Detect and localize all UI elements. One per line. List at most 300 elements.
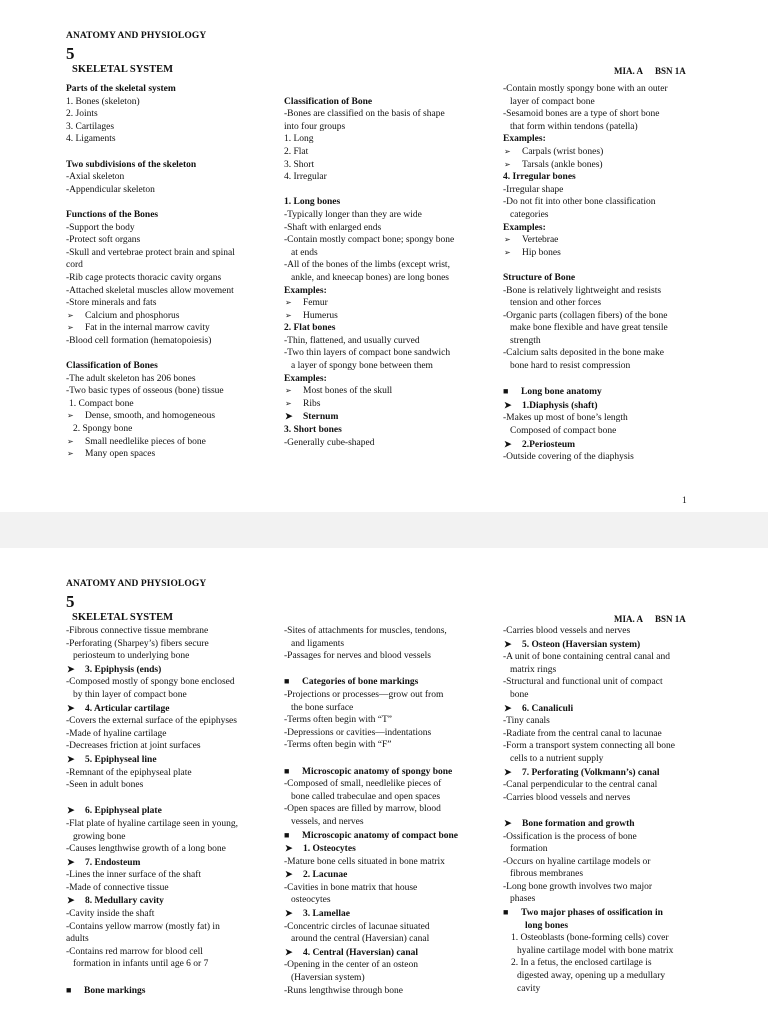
section-heading: [284, 675, 499, 689]
bullet-item: [284, 297, 494, 310]
spacer: [284, 83, 494, 96]
line-text: 4. Articular cartilage: [85, 703, 170, 714]
line-text: -Contain mostly compact bone; spongy bone: [284, 235, 455, 246]
arrow-bullet-icon: ➤: [67, 753, 75, 764]
line-text: bone called trabeculae and open spaces: [291, 791, 441, 802]
bullet-item: [66, 663, 281, 677]
line-text: -Typically longer than they are wide: [284, 209, 422, 220]
line-text: 1. Compact bone: [69, 398, 134, 409]
numbered-item: [503, 957, 718, 970]
line-text: -Support the body: [66, 222, 135, 233]
text-line: [284, 894, 499, 907]
line-text: 2. Lacunae: [303, 870, 348, 881]
text-line: [284, 650, 499, 663]
text-line: [503, 360, 718, 373]
line-text: -Sesamoid bones are a type of short bone: [503, 109, 660, 120]
line-text: Examples:: [284, 285, 327, 296]
line-text: -Generally cube-shaped: [284, 437, 375, 448]
page2-column-1: [66, 625, 281, 997]
section-heading: [284, 322, 494, 335]
text-line: [284, 437, 494, 450]
line-text: -Terms often begin with “F”: [284, 740, 392, 751]
chapter-subtitle: SKELETAL SYSTEM: [72, 64, 174, 75]
text-line: [284, 816, 499, 829]
text-line: [503, 689, 718, 702]
text-line: [66, 882, 281, 895]
spacer: [503, 259, 718, 272]
spacer: [66, 792, 281, 805]
arrow-bullet-icon: ➤: [504, 766, 512, 777]
line-text: -Bones are classified on the basis of shape: [284, 109, 445, 120]
section-heading: [503, 906, 718, 920]
line-text: -Tiny canals: [503, 716, 550, 727]
line-text: Long bone anatomy: [521, 387, 602, 398]
text-line: [66, 638, 281, 651]
line-text: Sternum: [303, 412, 339, 423]
text-line: [503, 856, 718, 869]
spacer: [503, 373, 718, 386]
text-line: [503, 893, 718, 906]
text-line: [66, 921, 281, 934]
line-text: Dense, smooth, and homogeneous: [85, 411, 216, 422]
line-text: Bone markings: [84, 985, 146, 996]
line-text: -All of the bones of the limbs (except wrist,: [284, 260, 450, 271]
bullet-item: [66, 448, 276, 461]
line-text: -Causes lengthwise growth of a long bone: [66, 844, 226, 855]
document-page-2: [0, 548, 768, 1024]
line-text: Examples:: [503, 134, 546, 145]
line-text: cord: [66, 260, 83, 271]
text-line: [503, 715, 718, 728]
line-text: -Seen in adult bones: [66, 780, 144, 791]
arrow-bullet-icon: ➤: [67, 856, 75, 867]
line-text: Carpals (wrist bones): [522, 146, 604, 157]
line-text: Humerus: [303, 310, 338, 321]
line-text: Microscopic anatomy of compact bone: [302, 830, 459, 841]
square-bullet-icon: ■: [284, 676, 290, 687]
bullet-item: [66, 894, 281, 908]
text-line: [66, 933, 281, 946]
arrow-bullet-icon: ➤: [67, 663, 75, 674]
square-bullet-icon: ■: [284, 829, 290, 840]
line-text: 2. Joints: [66, 109, 98, 120]
line-text: 1. Bones (skeleton): [66, 96, 140, 107]
spacer: [66, 196, 276, 209]
line-text: -Shaft with enlarged ends: [284, 222, 382, 233]
line-text: -Opening in the center of an osteon: [284, 960, 419, 971]
text-line: [66, 398, 276, 411]
text-line: [66, 259, 276, 272]
line-text: 7. Perforating (Volkmann’s) canal: [522, 767, 660, 778]
bullet-item: [284, 907, 499, 921]
bullet-item: [284, 842, 499, 856]
text-line: [503, 285, 718, 298]
line-text: layer of compact bone: [510, 96, 595, 107]
line-text: -Covers the external surface of the epiphyses: [66, 716, 237, 727]
arrow-bullet-icon: ➢: [504, 159, 511, 169]
bullet-item: [284, 410, 494, 424]
text-line: [284, 171, 494, 184]
line-text: vessels, and nerves: [291, 816, 364, 827]
line-text: -Made of hyaline cartilage: [66, 728, 167, 739]
text-line: [66, 385, 276, 398]
text-line: [503, 868, 718, 881]
bullet-item: [66, 804, 281, 818]
line-text: the bone surface: [291, 702, 354, 713]
line-text: -Projections or processes—grow out from: [284, 689, 444, 700]
line-text: tension and other forces: [510, 298, 602, 309]
line-text: 8. Medullary cavity: [85, 896, 164, 907]
line-text: -Contains yellow marrow (mostly fat) in: [66, 921, 220, 932]
line-text: -Makes up most of bone’s length: [503, 413, 628, 424]
text-line: [503, 108, 718, 121]
line-text: -Protect soft organs: [66, 235, 141, 246]
line-text: Femur: [303, 298, 328, 309]
section-heading: [284, 373, 494, 386]
bullet-item: [66, 310, 276, 323]
text-line: [66, 272, 276, 285]
document-title: ANATOMY AND PHYSIOLOGY: [66, 31, 207, 41]
line-text: -Two thin layers of compact bone sandwich: [284, 348, 451, 359]
line-text: cavity: [517, 983, 541, 994]
text-line: [503, 651, 718, 664]
line-text: fibrous membranes: [510, 869, 584, 880]
text-line: [503, 945, 718, 958]
section-name: BSN 1A: [655, 614, 686, 624]
line-text: -Carries blood vessels and nerves: [503, 626, 631, 636]
text-line: [503, 792, 718, 805]
section-heading: [66, 984, 281, 998]
line-text: 4. Central (Haversian) canal: [303, 947, 419, 958]
text-line: [503, 843, 718, 856]
line-text: -Cavities in bone matrix that house: [284, 882, 418, 893]
line-text: -Form a transport system connecting all bone: [503, 741, 676, 752]
line-text: Two major phases of ossification in: [521, 908, 663, 919]
bullet-item: [284, 868, 499, 882]
text-line: [66, 958, 281, 971]
text-line: [284, 727, 499, 740]
line-text: 3. Short bones: [284, 425, 342, 436]
section-heading: [284, 424, 494, 437]
arrow-bullet-icon: ➤: [504, 817, 512, 828]
text-line: [284, 985, 499, 998]
text-line: [66, 767, 281, 780]
text-line: [66, 121, 276, 134]
author-name: MIA. A: [614, 66, 643, 76]
author-info: [614, 614, 686, 624]
line-text: 2. Flat: [284, 146, 309, 157]
text-line: [66, 373, 276, 386]
text-line: [503, 970, 718, 983]
section-heading: [503, 222, 718, 235]
line-text: Examples:: [503, 222, 546, 233]
line-text: matrix rings: [510, 664, 557, 675]
text-line: [66, 108, 276, 121]
line-text: 5. Osteon (Haversian system): [522, 639, 641, 650]
square-bullet-icon: ■: [66, 984, 72, 995]
line-text: bone: [510, 689, 529, 700]
text-line: [284, 921, 499, 934]
section-heading: [503, 385, 718, 399]
arrow-bullet-icon: ➤: [504, 638, 512, 649]
line-text: make bone flexible and have great tensile: [510, 323, 668, 334]
bullet-item: [503, 247, 718, 260]
text-line: [66, 133, 276, 146]
bullet-item: [284, 398, 494, 411]
bullet-item: [66, 702, 281, 716]
text-line: [284, 146, 494, 159]
arrow-bullet-icon: ➢: [67, 449, 74, 459]
line-text: adults: [66, 934, 89, 945]
line-text: growing bone: [73, 831, 126, 842]
arrow-bullet-icon: ➢: [67, 310, 74, 320]
line-text: formation: [510, 844, 548, 855]
square-bullet-icon: ■: [503, 386, 509, 397]
line-text: 1.Diaphysis (shaft): [522, 400, 598, 411]
text-line: [66, 96, 276, 109]
line-text: Calcium and phosphorus: [85, 310, 180, 321]
line-text: long bones: [525, 920, 569, 931]
text-line: [66, 946, 281, 959]
line-text: -Fibrous connective tissue membrane: [66, 626, 209, 636]
line-text: -Terms often begin with “T”: [284, 715, 393, 726]
numbered-item: [503, 932, 718, 945]
text-line: [503, 121, 718, 134]
arrow-bullet-icon: ➤: [67, 805, 75, 816]
arrow-bullet-icon: ➢: [285, 298, 292, 308]
text-line: [284, 714, 499, 727]
arrow-bullet-icon: ➢: [285, 310, 292, 320]
line-text: Bone formation and growth: [522, 818, 635, 829]
section-heading: [284, 285, 494, 298]
line-text: -Organic parts (collagen fibers) of the bone: [503, 310, 668, 321]
section-heading: [66, 209, 276, 222]
line-text: by thin layer of compact bone: [73, 689, 187, 700]
arrow-bullet-icon: ➢: [285, 398, 292, 408]
line-text: -Irregular shape: [503, 184, 564, 195]
text-line: [66, 728, 281, 741]
line-text: Categories of bone markings: [302, 677, 419, 688]
line-text: osteocytes: [291, 895, 331, 906]
line-text: strength: [510, 335, 541, 346]
line-text: -A unit of bone containing central canal and: [503, 652, 670, 663]
text-line: [503, 297, 718, 310]
text-line: [284, 778, 499, 791]
section-heading: [503, 272, 718, 285]
arrow-bullet-icon: ➢: [67, 436, 74, 446]
line-text: Hip bones: [522, 247, 561, 258]
arrow-bullet-icon: ➤: [504, 399, 512, 410]
text-line: [66, 171, 276, 184]
text-line: [503, 779, 718, 792]
text-line: [66, 423, 276, 436]
chapter-number: 5: [66, 592, 75, 611]
line-text: Functions of the Bones: [66, 209, 159, 220]
text-line: [503, 209, 718, 222]
arrow-bullet-icon: ➢: [504, 235, 511, 245]
text-line: [503, 881, 718, 894]
text-line: [503, 728, 718, 741]
bullet-item: [503, 702, 718, 716]
text-line: [66, 689, 281, 702]
text-line: [66, 843, 281, 856]
line-text: -Remnant of the epiphyseal plate: [66, 767, 192, 778]
line-text: -Calcium salts deposited in the bone make: [503, 348, 664, 359]
square-bullet-icon: ■: [503, 907, 509, 918]
line-text: -Mature bone cells situated in bone matrix: [284, 856, 445, 867]
text-line: [66, 676, 281, 689]
text-line: [503, 676, 718, 689]
bullet-item: [503, 234, 718, 247]
line-text: periosteum to underlying bone: [73, 651, 190, 662]
arrow-bullet-icon: ➤: [504, 438, 512, 449]
arrow-bullet-icon: ➤: [504, 702, 512, 713]
section-heading: [66, 360, 276, 373]
line-text: -The adult skeleton has 206 bones: [66, 373, 196, 384]
line-text: 6. Epiphyseal plate: [85, 806, 162, 817]
text-line: [503, 96, 718, 109]
arrow-bullet-icon: ➢: [504, 146, 511, 156]
text-line: [503, 625, 718, 638]
text-line: [66, 285, 276, 298]
line-text: -Passages for nerves and blood vessels: [284, 651, 431, 662]
line-text: -Skull and vertebrae protect brain and spinal: [66, 247, 235, 258]
line-text: 1. Osteoblasts (bone-forming cells) cover: [511, 933, 669, 944]
document-title: ANATOMY AND PHYSIOLOGY: [66, 579, 207, 589]
arrow-bullet-icon: ➢: [285, 386, 292, 396]
line-text: -Canal perpendicular to the central canal: [503, 780, 658, 791]
bullet-item: [66, 856, 281, 870]
text-line: [503, 335, 718, 348]
text-line: [66, 740, 281, 753]
section-heading: [503, 133, 718, 146]
arrow-bullet-icon: ➢: [504, 247, 511, 257]
line-text: -Flat plate of hyaline cartilage seen in young,: [66, 818, 238, 829]
line-text: 3. Cartilages: [66, 121, 115, 132]
author-info: [614, 66, 686, 76]
text-line: [284, 159, 494, 172]
line-text: -Lines the inner surface of the shaft: [66, 870, 202, 881]
text-line: [503, 451, 718, 464]
arrow-bullet-icon: ➤: [285, 946, 293, 957]
bullet-item: [503, 638, 718, 652]
arrow-bullet-icon: ➤: [285, 843, 293, 854]
page2-column-2: [284, 625, 499, 997]
arrow-bullet-icon: ➤: [285, 869, 293, 880]
line-text: -Attached skeletal muscles allow movement: [66, 285, 234, 296]
line-text: Two subdivisions of the skeleton: [66, 159, 197, 170]
line-text: Microscopic anatomy of spongy bone: [302, 766, 453, 777]
section-heading: [284, 96, 494, 109]
section-heading: [284, 765, 499, 779]
line-text: 3. Short: [284, 159, 315, 170]
line-text: into four groups: [284, 121, 346, 132]
bullet-item: [66, 753, 281, 767]
line-text: -Axial skeleton: [66, 172, 125, 183]
line-text: -Open spaces are filled by marrow, blood: [284, 804, 441, 815]
author-name: MIA. A: [614, 614, 643, 624]
line-text: -Appendicular skeleton: [66, 184, 155, 195]
line-text: 2.Periosteum: [522, 439, 576, 450]
line-text: digested away, opening up a medullary: [517, 971, 666, 982]
line-text: -Bone is relatively lightweight and resists: [503, 285, 662, 296]
spacer: [66, 347, 276, 360]
square-bullet-icon: ■: [284, 765, 290, 776]
line-text: -Occurs on hyaline cartilage models or: [503, 856, 651, 867]
section-name: BSN 1A: [655, 66, 686, 76]
text-line: [503, 412, 718, 425]
text-line: [284, 272, 494, 285]
line-text: -Radiate from the central canal to lacunae: [503, 728, 662, 739]
line-text: Most bones of the skull: [303, 386, 393, 397]
text-line: [66, 831, 281, 844]
line-text: Many open spaces: [85, 449, 156, 460]
text-line: [503, 184, 718, 197]
line-text: -Do not fit into other bone classification: [503, 197, 656, 208]
line-text: -Composed of small, needlelike pieces of: [284, 779, 442, 790]
text-line: [66, 908, 281, 921]
line-text: 2. Spongy bone: [73, 424, 133, 435]
line-text: Ribs: [303, 398, 321, 409]
arrow-bullet-icon: ➤: [67, 702, 75, 713]
line-text: Fat in the internal marrow cavity: [85, 323, 210, 334]
text-line: [284, 739, 499, 752]
text-line: [503, 322, 718, 335]
text-line: [284, 803, 499, 816]
spacer: [284, 752, 499, 765]
line-text: -Perforating (Sharpey’s) fibers secure: [66, 638, 209, 649]
text-line: [503, 664, 718, 677]
bullet-item: [503, 146, 718, 159]
text-line: [284, 209, 494, 222]
line-text: and ligaments: [291, 638, 345, 649]
spacer: [503, 804, 718, 817]
line-text: at ends: [291, 247, 318, 258]
arrow-bullet-icon: ➢: [67, 411, 74, 421]
page2-column-3: [503, 625, 718, 995]
text-line: [284, 247, 494, 260]
line-text: 2. Flat bones: [284, 323, 336, 334]
text-line: [284, 133, 494, 146]
line-text: -Concentric circles of lacunae situated: [284, 921, 430, 932]
text-line: [284, 882, 499, 895]
text-line: [503, 425, 718, 438]
line-text: 3. Lamellae: [303, 909, 350, 920]
line-text: -Ossification is the process of bone: [503, 831, 637, 842]
text-line: [284, 234, 494, 247]
line-text: -Rib cage protects thoracic cavity organs: [66, 272, 222, 283]
text-line: [284, 625, 499, 638]
spacer: [284, 184, 494, 197]
bullet-item: [66, 322, 276, 335]
line-text: 6. Canaliculi: [522, 703, 574, 714]
line-text: Composed of compact bone: [510, 426, 617, 437]
line-text: -Decreases friction at joint surfaces: [66, 741, 201, 752]
line-text: 4. Irregular bones: [503, 172, 576, 183]
text-line: [503, 310, 718, 323]
line-text: -Outside covering of the diaphysis: [503, 452, 634, 463]
section-heading: [66, 159, 276, 172]
text-line: [66, 234, 276, 247]
line-text: 1. Long: [284, 134, 314, 145]
text-line: [284, 702, 499, 715]
line-text: around the central (Haversian) canal: [291, 934, 430, 945]
text-line: [66, 184, 276, 197]
bullet-item: [66, 436, 276, 449]
spacer: [66, 971, 281, 984]
page-number: 1: [682, 496, 687, 506]
text-line: [284, 259, 494, 272]
